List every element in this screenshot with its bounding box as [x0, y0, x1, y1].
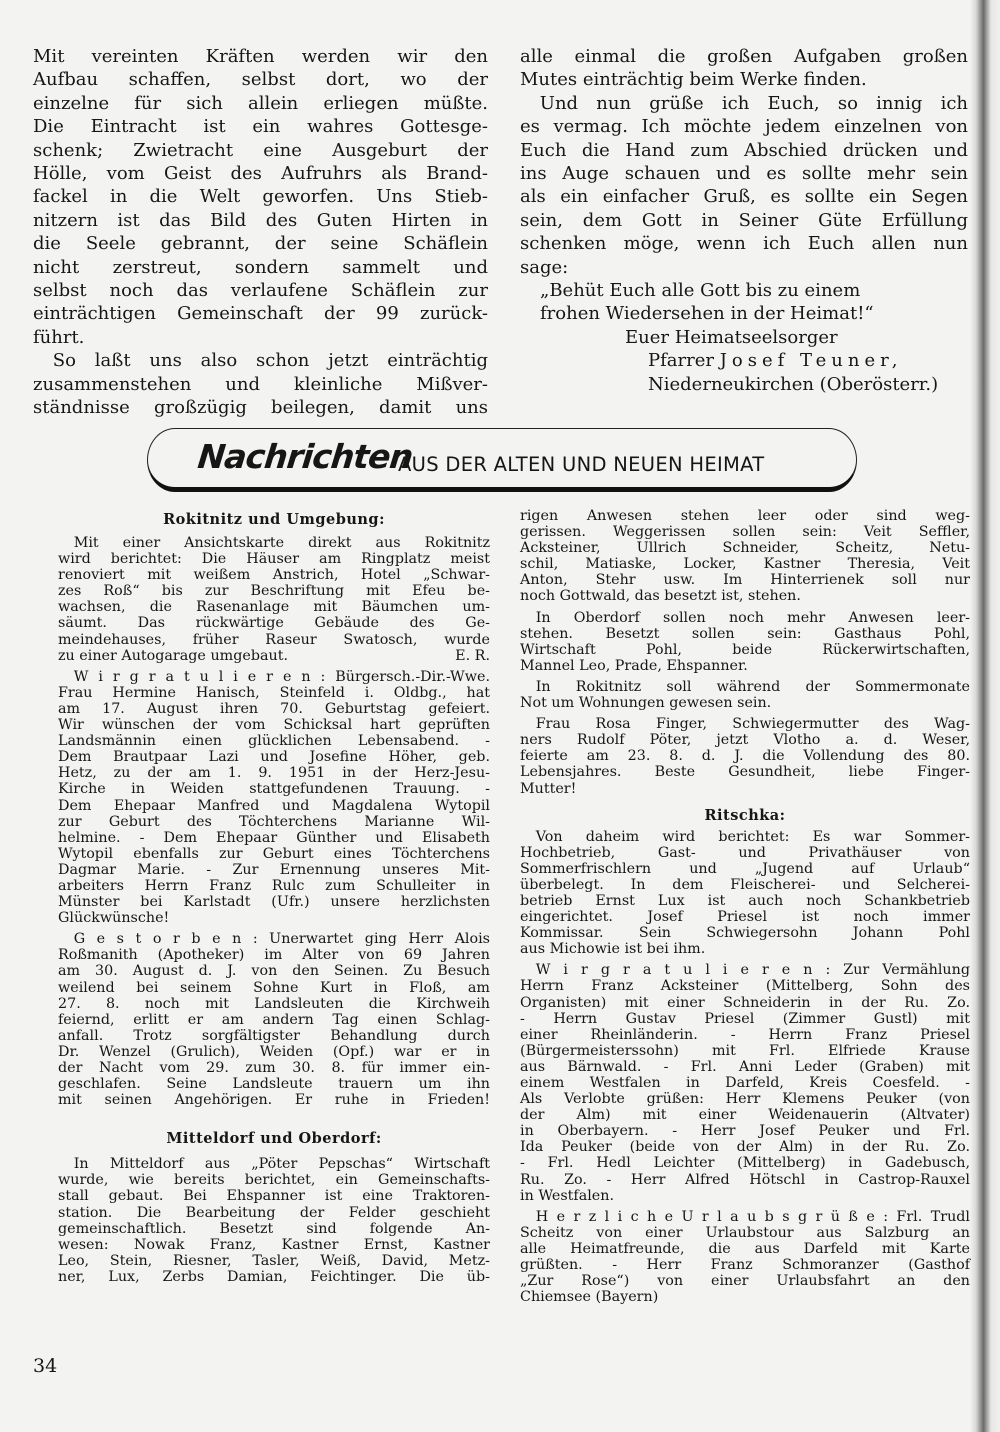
line-text: feierte am 23. 8. d. J. die Vollendung des 80.: [520, 748, 970, 765]
line-text: Mit vereinten Kräften werden wir den: [33, 46, 488, 67]
text-line: [58, 1253, 490, 1269]
line-text: sage:: [520, 256, 569, 278]
line-text: Dem Brautpaar Lazi und Josefine Höher, geb.: [58, 749, 490, 766]
text-line: [520, 626, 970, 642]
line-text: grüßten. - Herr Franz Schmoranzer (Gasthof: [520, 1257, 970, 1274]
text-line: [58, 980, 490, 996]
paragraph: [520, 45, 968, 92]
paragraph: [520, 610, 970, 674]
line-text: eingerichtet. Josef Priesel ist noch immer: [520, 909, 970, 926]
line-text: Münster bei Karlstadt (Ufr.) unsere herzlichsten: [58, 894, 490, 911]
text-line: [58, 1028, 490, 1044]
line-text: weilend bei seinem Sohne Kurt in Floß, am: [58, 979, 490, 996]
text-line: [58, 701, 490, 717]
line-text: Acksteiner, Ullrich Schneider, Scheitz, Netu-: [520, 540, 970, 557]
line-text: wesen: Nowak Franz, Kastner Ernst, Kastner: [58, 1236, 490, 1253]
line-text: Die Eintracht ist ein wahres Gottesge-: [33, 116, 488, 138]
line-text: Dem Ehepaar Manfred und Magdalena Wytopil: [58, 797, 490, 814]
text-line: [58, 1221, 490, 1237]
line-text: station. Die Bearbeitung der Felder geschieht: [58, 1204, 490, 1221]
text-line: [33, 302, 488, 325]
line-text: am 17. August ihren 70. Geburtstag gefeiert.: [58, 700, 490, 717]
text-line: [520, 1241, 970, 1257]
text-line: [520, 1123, 970, 1139]
line-text: schil, Matiaske, Locker, Kastner Theresia, Veit: [520, 556, 970, 573]
line-text: Organisten) mit einer Schneiderin in der Ru. Zo.: [520, 994, 970, 1011]
line-text: Hochbetrieb, Gast- und Privathäuser von: [520, 844, 970, 861]
line-text: H e r z l i c h e U r l a u b s g r ü ß e : Frl. Trudl: [535, 1208, 970, 1225]
line-text: säumt. Das rückwärtige Gebäude des Ge-: [58, 615, 490, 632]
text-line: [520, 941, 970, 957]
text-line: [58, 551, 490, 567]
line-text: wird berichtet: Die Häuser am Ringplatz meist: [58, 551, 490, 568]
line-text: Aufbau schaffen, selbst dort, wo der: [33, 69, 488, 91]
paragraph: [520, 962, 970, 1203]
text-line: [520, 1188, 970, 1204]
text-line: [520, 1059, 970, 1075]
text-line: [520, 508, 970, 524]
closing-greeting: Euer Heimatseelsorger: [625, 326, 838, 348]
text-line: [58, 535, 490, 551]
text-line: [520, 732, 970, 748]
line-text: Frau Hermine Hanisch, Steinfeld i. Oldbg., hat: [58, 684, 490, 701]
line-text: Euch die Hand zum Abschied drücken und: [520, 139, 968, 161]
line-text: anfall. Trotz sorgfältigster Behandlung durch: [58, 1027, 490, 1044]
text-line: [520, 588, 970, 604]
line-text: nitzern ist das Bild des Guten Hirten in: [33, 209, 488, 231]
line-text: aus Bärnwald. - Frl. Anni Leder (Graben) mit: [520, 1058, 970, 1075]
text-line: [58, 1237, 490, 1253]
text-line: [58, 765, 490, 781]
top-right-column: [520, 45, 968, 396]
text-line: [58, 583, 490, 599]
text-line: [33, 68, 488, 91]
text-line: [33, 209, 488, 232]
text-line: [520, 572, 970, 588]
line-text: fackel in die Welt geworfen. Uns Stieb-: [33, 186, 488, 208]
text-line: [520, 185, 968, 208]
line-text: In Mitteldorf aus „Pöter Pepschas“ Wirtschaft: [73, 1156, 490, 1173]
section-heading: Mitteldorf und Oberdorf:: [166, 1130, 382, 1148]
text-line: [58, 733, 490, 749]
line-text: Als Verlobte grüßen: Herr Klemens Peuker (von: [520, 1091, 970, 1108]
text-line: [58, 931, 490, 947]
page-number: 34: [33, 1355, 58, 1377]
line-text: geschlafen. Seine Landsleute trauern um ihn: [58, 1076, 490, 1093]
text-line: [58, 862, 490, 878]
line-text: gerissen. Weggerissen sollen sein: Veit Seffler,: [520, 524, 970, 541]
text-line: [520, 524, 970, 540]
line-text: mit seinen Angehörigen. Er ruhe in Frieden!: [58, 1092, 490, 1109]
text-line: [520, 1273, 970, 1289]
text-line: [520, 209, 968, 232]
text-line: [33, 279, 488, 302]
line-text: zu einer Autogarage umgebaut.: [58, 647, 288, 664]
signature-place: Niederneukirchen (Oberösterr.): [648, 373, 939, 395]
line-text: W i r g r a t u l i e r e n : Zur Vermählung: [535, 962, 970, 979]
text-line: [33, 162, 488, 185]
line-text: „Zur Rose“) von einer Urlaubsfahrt an den: [520, 1273, 970, 1290]
signature-title: Pfarrer: [648, 350, 714, 372]
text-line: [58, 1012, 490, 1028]
text-line: [520, 556, 970, 572]
line-text: ständnisse großzügig beilegen, damit uns: [33, 397, 488, 419]
line-text: Von daheim wird berichtet: Es war Sommer-: [535, 828, 970, 845]
text-line: [58, 1044, 490, 1060]
line-text: Scheitz von einer Urlaubstour aus Salzburg an: [520, 1224, 970, 1241]
text-line: [58, 1156, 490, 1172]
line-text: stall gebaut. Bei Ehspanner ist eine Traktoren-: [58, 1188, 490, 1205]
text-line: [520, 1043, 970, 1059]
text-line: [520, 540, 970, 556]
line-text: als ein einfacher Gruß, es sollte ein Segen: [520, 186, 968, 208]
line-text: wachsen, die Rasenanlage mit Bäumchen um-: [58, 599, 490, 616]
line-text: Leo, Stein, Riesner, Tasler, Weiß, David, Metz-: [58, 1252, 490, 1269]
text-line: [58, 814, 490, 830]
line-text: Und nun grüße ich Euch, so innig ich: [539, 92, 968, 114]
author-initials: E. R.: [455, 647, 490, 664]
line-text: W i r g r a t u l i e r e n : Bürgersch.-Dir.-Wwe.: [73, 668, 490, 685]
section-heading: Ritschka:: [704, 806, 786, 824]
line-text: Landsmännin einen glücklichen Lebensabend. -: [58, 733, 490, 750]
line-text: der Nacht vom 29. zum 30. 8. für immer ein-: [58, 1060, 490, 1076]
line-text: zes Roß“ bis zur Beschriftung mit Efeu be-: [58, 583, 490, 600]
line-text: Frau Rosa Finger, Schwiegermutter des Wag-: [535, 716, 970, 733]
paragraph: [520, 679, 970, 711]
text-line: [58, 894, 490, 910]
line-text: Chiemsee (Bayern): [520, 1289, 659, 1306]
text-line: [520, 45, 968, 68]
text-line: [58, 1076, 490, 1092]
line-text: schenk; Zwietracht eine Ausgeburt der: [33, 139, 488, 161]
section-heading: Rokitnitz und Umgebung:: [163, 511, 385, 528]
text-line: [33, 373, 488, 396]
text-line: [520, 1027, 970, 1043]
text-line: [58, 910, 490, 926]
text-line: [520, 115, 968, 138]
text-line: [520, 1257, 970, 1273]
line-text: 27. 8. noch mit Landsleuten die Kirchweih: [58, 995, 490, 1012]
text-line: [33, 326, 488, 349]
text-line: [520, 716, 970, 732]
text-line: [520, 909, 970, 925]
line-text: Wir wünschen der vom Schicksal hart geprüften: [58, 717, 490, 734]
text-line: [520, 679, 970, 695]
line-text: arbeiters Herrn Franz Rulc zum Schulleiter in: [58, 877, 490, 894]
text-line: [520, 1091, 970, 1107]
line-text: am 30. August d. J. von den Seinen. Zu Besuch: [58, 963, 490, 980]
line-text: Anton, Stehr usw. Im Hinterrienek soll nur: [520, 572, 970, 589]
text-line: [58, 615, 490, 631]
banner-subtitle: AUS DER ALTEN UND NEUEN HEIMAT: [398, 453, 765, 476]
page-binding-edge: [970, 0, 1000, 1432]
text-line: [520, 68, 968, 91]
banner-title: Nachrichten: [195, 437, 415, 476]
line-text: Wytopil ebenfalls zur Geburt eines Töchterchens: [58, 845, 490, 862]
text-line: [33, 256, 488, 279]
line-text: In Oberdorf sollen noch mehr Anwesen leer-: [535, 609, 970, 626]
line-text: Roßmanith (Apotheker) im Alter von 69 Jahren: [58, 947, 490, 964]
text-line: [33, 45, 488, 68]
text-line: [33, 92, 488, 115]
line-text: sein, dem Gott in Seiner Güte Erfüllung: [520, 209, 968, 231]
line-text: schenken möge, wenn ich Euch allen nun: [520, 233, 968, 255]
line-text: noch Gottwald, das besetzt ist, stehen.: [520, 588, 801, 605]
text-line: [58, 830, 490, 846]
line-text: renoviert mit weißem Anstrich, Hotel „Schwar-: [58, 567, 490, 584]
text-line: [520, 610, 970, 626]
line-text: in Westfalen.: [520, 1187, 614, 1204]
line-text: Dr. Wenzel (Grulich), Weiden (Opf.) war er in: [58, 1043, 490, 1060]
line-text: Mutter!: [520, 780, 577, 797]
text-line: [58, 1172, 490, 1188]
line-text: Kommissar. Sein Schwiegersohn Johann Pohl: [520, 925, 970, 942]
text-line: [33, 349, 488, 372]
line-text: Wirtschaft Pohl, beide Rückerwirtschaften,: [520, 641, 970, 658]
line-text: in Oberbayern. - Herr Josef Peuker und Frl.: [520, 1123, 970, 1140]
text-line: [520, 1107, 970, 1123]
text-line: [520, 877, 970, 893]
signature-name: Josef Teuner,: [719, 350, 903, 372]
text-line: [520, 1011, 970, 1027]
line-text: zusammenstehen und kleinliche Mißver-: [33, 373, 488, 395]
line-text: stehen. Besetzt sollen sein: Gasthaus Pohl,: [520, 625, 970, 642]
text-line: [58, 648, 490, 664]
text-line: [58, 749, 490, 765]
text-line: [58, 567, 490, 583]
text-line: [33, 115, 488, 138]
news-right-column: [520, 508, 970, 1310]
text-line: [58, 1188, 490, 1204]
text-line: [58, 685, 490, 701]
line-text: ins Auge schauen und es sollte mehr sein: [520, 163, 968, 185]
text-line: [520, 695, 970, 711]
text-line: [58, 878, 490, 894]
line-text: G e s t o r b e n : Unerwartet ging Herr Alois: [73, 931, 490, 948]
paragraph: [58, 931, 490, 1108]
text-line: [520, 92, 968, 115]
line-text: alle einmal die großen Aufgaben großen: [520, 46, 968, 67]
line-text: Lebensjahres. Beste Gesundheit, liebe Finger-: [520, 764, 970, 781]
line-text: aus Michowie ist bei ihm.: [520, 941, 706, 958]
line-text: rigen Anwesen stehen leer oder sind weg-: [520, 508, 970, 524]
text-line: [33, 232, 488, 255]
line-text: Ru. Zo. - Herr Alfred Hötschl in Castrop-Rauxel: [520, 1171, 970, 1188]
text-line: [520, 861, 970, 877]
line-text: (Bürgermeisterssohn) mit Frl. Elfriede Krause: [520, 1042, 970, 1059]
line-text: einzelne für sich allein erliegen müßte.: [33, 92, 488, 114]
line-text: helmine. - Dem Ehepaar Günther und Elisabeth: [58, 829, 490, 846]
text-line: [520, 962, 970, 978]
line-text: führt.: [33, 326, 85, 348]
text-line: [520, 1209, 970, 1225]
text-line: [520, 658, 970, 674]
paragraph: [33, 349, 488, 419]
line-text: Kirche in Weiden stattgefundenen Trauung. -: [58, 781, 490, 798]
line-text: ners Rudolf Pöter, jetzt Vlotho a. d. Weser,: [520, 732, 970, 749]
text-line: [520, 764, 970, 780]
line-text: der Alm) mit einer Weidenauerin (Altvater): [520, 1107, 970, 1124]
text-line: [33, 185, 488, 208]
text-line: [520, 1225, 970, 1241]
text-line: [58, 781, 490, 797]
text-line: [58, 947, 490, 963]
line-text: ner, Lux, Zerbs Damian, Feichtinger. Die üb-: [58, 1268, 490, 1285]
text-line: [58, 1092, 490, 1108]
text-line: [520, 925, 970, 941]
top-right-paragraphs: [520, 45, 968, 279]
top-left-column: [33, 45, 488, 420]
line-text: überbelegt. In dem Fleischerei- und Selcherei-: [520, 876, 970, 893]
text-line: [58, 846, 490, 862]
text-line: [520, 893, 970, 909]
line-text: wurde, wie bereits berichtet, ein Gemeinschafts-: [58, 1172, 490, 1189]
line-text: Herrn Franz Acksteiner (Mittelberg, Sohn des: [520, 978, 970, 995]
line-text: feiernd, erlitt er am andern Tag einen Schlag-: [58, 1011, 490, 1028]
line-text: nicht zerstreut, sondern sammelt und: [33, 256, 488, 278]
quote-line: „Behüt Euch alle Gott bis zu einem: [540, 280, 861, 302]
text-line: [520, 1139, 970, 1155]
farewell-quote: [520, 279, 968, 326]
line-text: die Seele gebrannt, der seine Schäflein: [33, 233, 488, 255]
line-text: zur Geburt des Töchterchens Marianne Wil-: [58, 813, 490, 830]
text-line: [58, 996, 490, 1012]
text-line: [520, 1172, 970, 1188]
line-text: So laßt uns also schon jetzt einträchtig: [52, 350, 488, 372]
text-line: [520, 642, 970, 658]
text-line: [58, 798, 490, 814]
text-line: [520, 845, 970, 861]
line-text: Dagmar Marie. - Zur Ernennung unseres Mit-: [58, 861, 490, 878]
line-text: gemeinschaftlich. Besetzt sind folgende An-: [58, 1220, 490, 1237]
news-left-column: [58, 508, 490, 1290]
line-text: - Herrn Gustav Priesel (Zimmer Gustl) mit: [520, 1010, 970, 1027]
paragraph: [33, 45, 488, 349]
line-text: Not um Wohnungen gewesen sein.: [520, 695, 772, 712]
line-text: einem Westfalen in Darfeld, Kreis Coesfeld. -: [520, 1075, 970, 1091]
text-line: [520, 1075, 970, 1091]
text-line: [520, 1155, 970, 1171]
line-text: meindehauses, früher Raseur Swatosch, wurde: [58, 631, 490, 648]
paragraph: [58, 535, 490, 664]
line-text: selbst noch das verlaufene Schäflein zur: [33, 280, 488, 302]
text-line: [58, 1205, 490, 1221]
line-text: Mutes einträchtig beim Werke finden.: [520, 69, 867, 91]
text-line: [58, 632, 490, 648]
text-line: [520, 232, 968, 255]
paragraph: [520, 92, 968, 279]
text-line: [520, 978, 970, 994]
text-line: [58, 1269, 490, 1285]
text-line: [58, 963, 490, 979]
line-text: Mit einer Ansichtskarte direkt aus Rokitnitz: [73, 535, 490, 551]
quote-line: frohen Wiedersehen in der Heimat!“: [540, 303, 874, 325]
line-text: Hölle, vom Geist des Aufruhrs als Brand-: [33, 163, 488, 185]
text-line: [58, 717, 490, 733]
text-line: [520, 748, 970, 764]
paragraph: [58, 669, 490, 927]
text-line: [520, 829, 970, 845]
text-line: [58, 599, 490, 615]
text-line: [520, 995, 970, 1011]
paragraph: [58, 1156, 490, 1285]
text-line: [520, 256, 968, 279]
text-line: [33, 396, 488, 419]
text-line: [58, 669, 490, 685]
text-line: [520, 139, 968, 162]
line-text: Sommerfrischlern und „Jugend auf Urlaub“: [520, 860, 970, 877]
paragraph: [520, 1209, 970, 1306]
line-text: Ida Peuker (beide von der Alm) in der Ru. Zo.: [520, 1139, 970, 1156]
text-line: [520, 162, 968, 185]
line-text: - Frl. Hedl Leichter (Mittelberg) in Gadebusch,: [520, 1155, 970, 1172]
line-text: alle Heimatfreunde, die aus Darfeld mit Karte: [520, 1240, 970, 1257]
closing-signature: [520, 349, 968, 372]
line-text: es vermag. Ich möchte jedem einzelnen von: [520, 116, 968, 138]
news-section-banner: [147, 428, 857, 492]
line-text: In Rokitnitz soll während der Sommermonate: [535, 678, 970, 695]
text-line: [33, 139, 488, 162]
line-text: Mannel Leo, Prade, Ehspanner.: [520, 657, 748, 674]
line-text: einträchtigen Gemeinschaft der 99 zurück-: [33, 303, 488, 325]
line-text: einer Rheinländerin. - Herrn Franz Priesel: [520, 1026, 970, 1043]
paragraph: [520, 829, 970, 958]
paragraph: [520, 716, 970, 796]
line-text: Glückwünsche!: [58, 910, 170, 927]
line-text: Hetz, zu der am 1. 9. 1951 in der Herz-Jesu-: [58, 765, 490, 782]
text-line: [520, 781, 970, 797]
line-text: betrieb Ernst Lux ist auch noch Schankbetrieb: [520, 892, 970, 909]
text-line: [520, 1289, 970, 1305]
text-line: [58, 1060, 490, 1076]
paragraph: [520, 508, 970, 605]
